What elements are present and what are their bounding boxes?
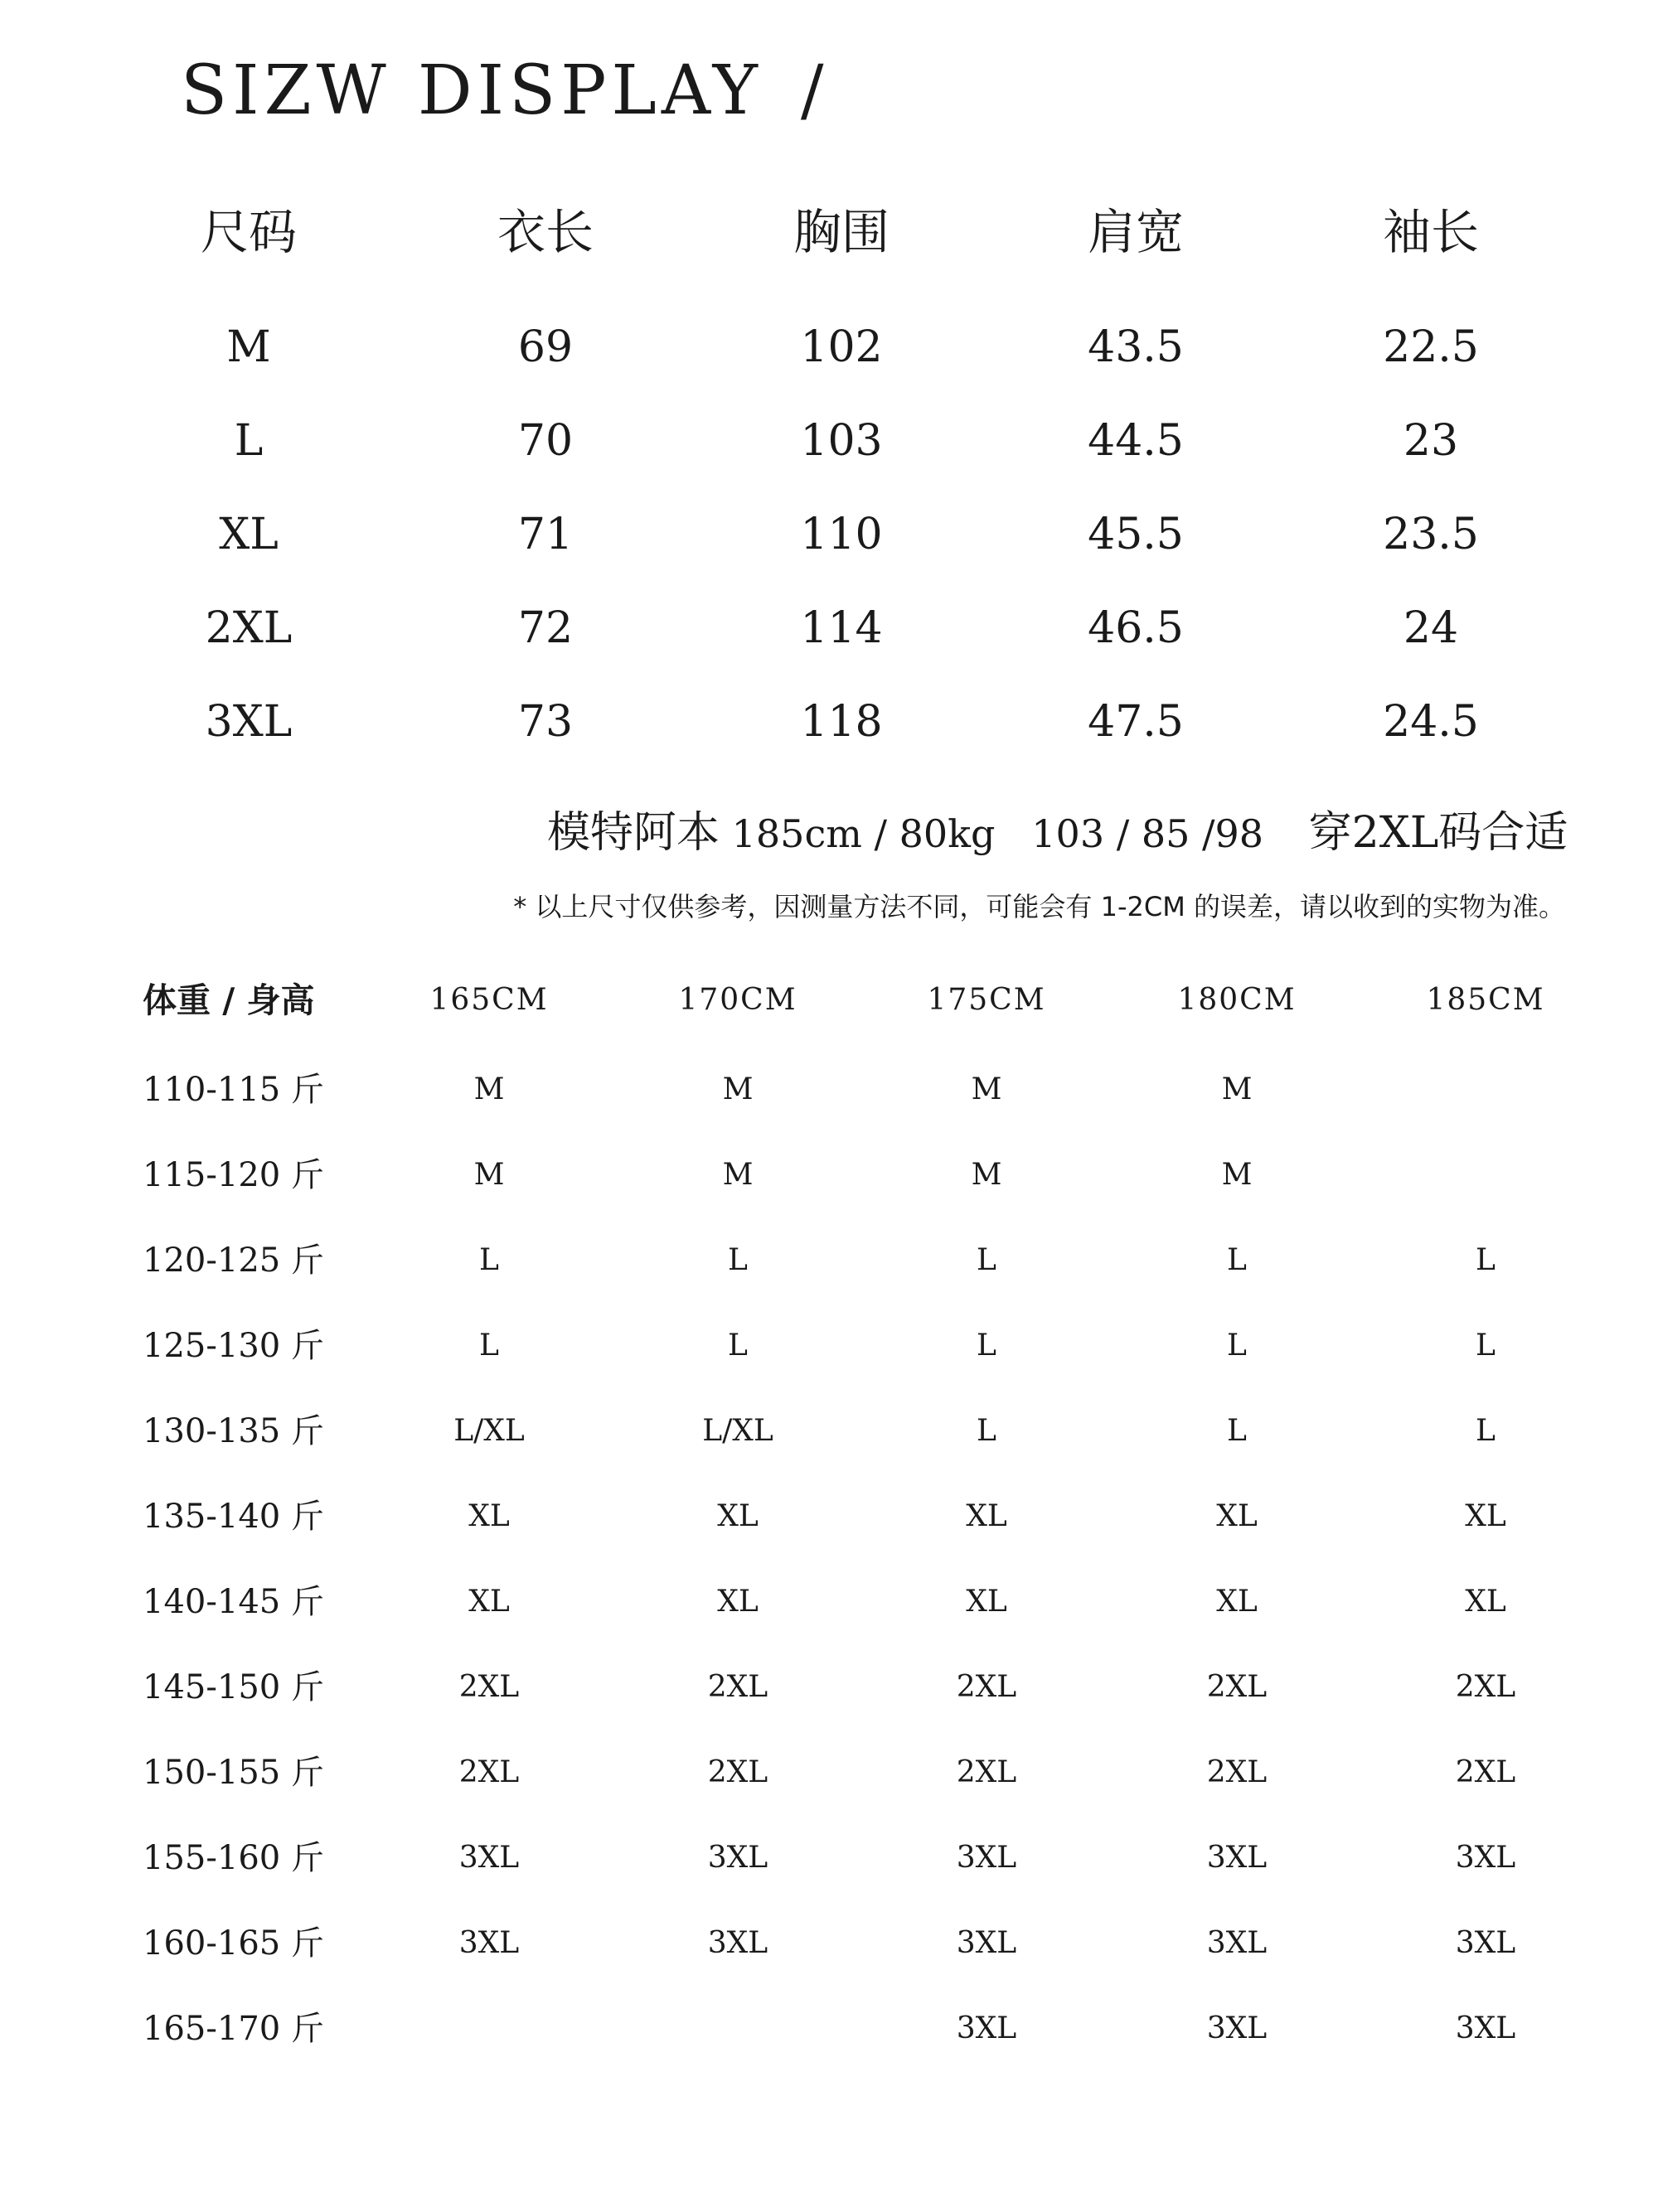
- size-cell: 2XL: [1206, 1755, 1268, 1789]
- shoulder-cell: 46.5: [1088, 603, 1184, 653]
- disclaimer-text: * 以上尺寸仅供参考，因测量方法不同，可能会有 1-2CM 的误差，请以收到的实物为准。: [513, 891, 1565, 922]
- page-title: [181, 51, 829, 130]
- size-cell: XL: [1216, 1585, 1258, 1619]
- sleeve-cell: 22.5: [1383, 322, 1479, 372]
- header-size: 尺码: [200, 204, 297, 260]
- weight-label: 135-140 斤: [143, 1498, 324, 1536]
- size-cell: 3XL: [956, 2011, 1017, 2045]
- size-cell: M: [226, 322, 271, 372]
- weight-label: 140-145 斤: [143, 1583, 324, 1621]
- weight-label: 150-155 斤: [143, 1754, 324, 1792]
- size-cell: M: [971, 1158, 1002, 1192]
- recommend-table-header: [0, 971, 1658, 1029]
- weight-label: 110-115 斤: [143, 1071, 324, 1109]
- size-cell: 2XL: [707, 1670, 768, 1704]
- header-chest: 胸围: [793, 204, 890, 260]
- title-slash: /: [800, 51, 829, 130]
- length-cell: 70: [517, 416, 574, 466]
- length-cell: 71: [517, 510, 574, 559]
- size-cell: 3XL: [458, 1926, 520, 1960]
- recommend-row: [0, 1914, 1658, 1972]
- size-cell: L: [728, 1243, 748, 1277]
- size-table-header: [0, 199, 1658, 265]
- size-cell: L: [234, 416, 264, 466]
- size-cell: 2XL: [956, 1755, 1017, 1789]
- model-name: 模特阿本: [547, 808, 720, 858]
- length-cell: 69: [517, 322, 574, 372]
- header-sleeve: 袖长: [1382, 204, 1479, 260]
- shoulder-cell: 47.5: [1088, 697, 1184, 747]
- weight-label: 155-160 斤: [143, 1839, 324, 1877]
- chest-cell: 114: [800, 603, 883, 653]
- size-cell: 3XL: [205, 697, 293, 747]
- size-cell: L/XL: [453, 1414, 525, 1448]
- chest-cell: 103: [800, 416, 883, 466]
- height-header: 165CM: [429, 983, 549, 1017]
- size-cell: L: [1476, 1329, 1496, 1363]
- size-cell: 3XL: [458, 1841, 520, 1875]
- size-cell: 3XL: [956, 1926, 1017, 1960]
- height-header: 170CM: [678, 983, 797, 1017]
- size-cell: 2XL: [205, 603, 293, 653]
- weight-label: 145-150 斤: [143, 1668, 324, 1706]
- header-shoulder: 肩宽: [1087, 204, 1184, 260]
- size-cell: L: [977, 1329, 996, 1363]
- size-cell: XL: [717, 1499, 759, 1533]
- model-fit: 穿2XL码合适: [1308, 808, 1568, 858]
- size-cell: 2XL: [1455, 1670, 1516, 1704]
- size-cell: XL: [219, 510, 279, 559]
- size-cell: 3XL: [956, 1841, 1017, 1875]
- recommend-row: [0, 1317, 1658, 1375]
- weight-label: 120-125 斤: [143, 1242, 324, 1280]
- page-title-text: SIZW DISPLAY: [181, 51, 763, 130]
- shoulder-cell: 44.5: [1088, 416, 1184, 466]
- size-cell: L/XL: [702, 1414, 773, 1448]
- size-cell: 3XL: [1455, 1926, 1516, 1960]
- header-length: 衣长: [497, 204, 594, 260]
- chest-cell: 102: [800, 322, 883, 372]
- chest-cell: 118: [800, 697, 883, 747]
- size-cell: 2XL: [956, 1670, 1017, 1704]
- recommend-row: [0, 2000, 1658, 2058]
- model-measurements: 185cm / 80kg 103 / 85 /98: [731, 811, 1264, 856]
- size-cell: L: [977, 1243, 996, 1277]
- size-cell: 3XL: [1206, 1926, 1268, 1960]
- size-cell: L: [1227, 1243, 1247, 1277]
- size-cell: 3XL: [1455, 2011, 1516, 2045]
- shoulder-cell: 43.5: [1088, 322, 1184, 372]
- recommend-row: [0, 1573, 1658, 1631]
- size-row: [0, 314, 1658, 380]
- corner-label: 体重 / 身高: [143, 980, 315, 1020]
- size-cell: 2XL: [707, 1755, 768, 1789]
- size-cell: XL: [1465, 1499, 1506, 1533]
- size-cell: 2XL: [458, 1755, 520, 1789]
- size-cell: L: [479, 1329, 499, 1363]
- recommend-row: [0, 1658, 1658, 1716]
- recommend-row: [0, 1488, 1658, 1546]
- recommend-row: [0, 1829, 1658, 1887]
- size-cell: 2XL: [1206, 1670, 1268, 1704]
- sleeve-cell: 23: [1403, 416, 1459, 466]
- sleeve-cell: 23.5: [1383, 510, 1479, 559]
- size-cell: M: [1221, 1158, 1253, 1192]
- size-row: [0, 689, 1658, 755]
- size-cell: XL: [468, 1499, 510, 1533]
- size-cell: 3XL: [707, 1926, 768, 1960]
- size-cell: L: [728, 1329, 748, 1363]
- size-cell: L: [1476, 1414, 1496, 1448]
- sleeve-cell: 24: [1403, 603, 1459, 653]
- size-cell: XL: [1216, 1499, 1258, 1533]
- size-row: [0, 501, 1658, 568]
- length-cell: 72: [517, 603, 574, 653]
- size-cell: 2XL: [1455, 1755, 1516, 1789]
- size-cell: M: [1221, 1072, 1253, 1106]
- weight-label: 165-170 斤: [143, 2010, 324, 2048]
- size-cell: XL: [717, 1585, 759, 1619]
- size-cell: 3XL: [707, 1841, 768, 1875]
- height-header: 185CM: [1426, 983, 1545, 1017]
- chest-cell: 110: [800, 510, 883, 559]
- size-cell: M: [722, 1072, 754, 1106]
- size-cell: 2XL: [458, 1670, 520, 1704]
- shoulder-cell: 45.5: [1088, 510, 1184, 559]
- size-cell: L: [977, 1414, 996, 1448]
- weight-label: 115-120 斤: [143, 1156, 324, 1194]
- recommend-row: [0, 1402, 1658, 1460]
- model-note: [547, 808, 1568, 859]
- size-cell: L: [1227, 1414, 1247, 1448]
- recommend-row: [0, 1061, 1658, 1119]
- size-cell: XL: [468, 1585, 510, 1619]
- size-cell: L: [479, 1243, 499, 1277]
- size-cell: L: [1227, 1329, 1247, 1363]
- size-cell: 3XL: [1206, 2011, 1268, 2045]
- recommend-row: [0, 1232, 1658, 1290]
- size-cell: M: [473, 1158, 505, 1192]
- size-cell: M: [722, 1158, 754, 1192]
- length-cell: 73: [517, 697, 574, 747]
- recommend-row: [0, 1744, 1658, 1802]
- size-cell: XL: [966, 1499, 1007, 1533]
- sleeve-cell: 24.5: [1383, 697, 1479, 747]
- recommend-row: [0, 1146, 1658, 1204]
- height-header: 175CM: [927, 983, 1046, 1017]
- weight-label: 160-165 斤: [143, 1924, 324, 1963]
- height-header: 180CM: [1177, 983, 1297, 1017]
- size-cell: 3XL: [1455, 1841, 1516, 1875]
- size-row: [0, 408, 1658, 474]
- size-row: [0, 595, 1658, 661]
- size-cell: 3XL: [1206, 1841, 1268, 1875]
- size-cell: M: [971, 1072, 1002, 1106]
- weight-label: 130-135 斤: [143, 1412, 324, 1450]
- size-cell: L: [1476, 1243, 1496, 1277]
- size-cell: XL: [966, 1585, 1007, 1619]
- weight-label: 125-130 斤: [143, 1327, 324, 1365]
- size-cell: XL: [1465, 1585, 1506, 1619]
- size-cell: M: [473, 1072, 505, 1106]
